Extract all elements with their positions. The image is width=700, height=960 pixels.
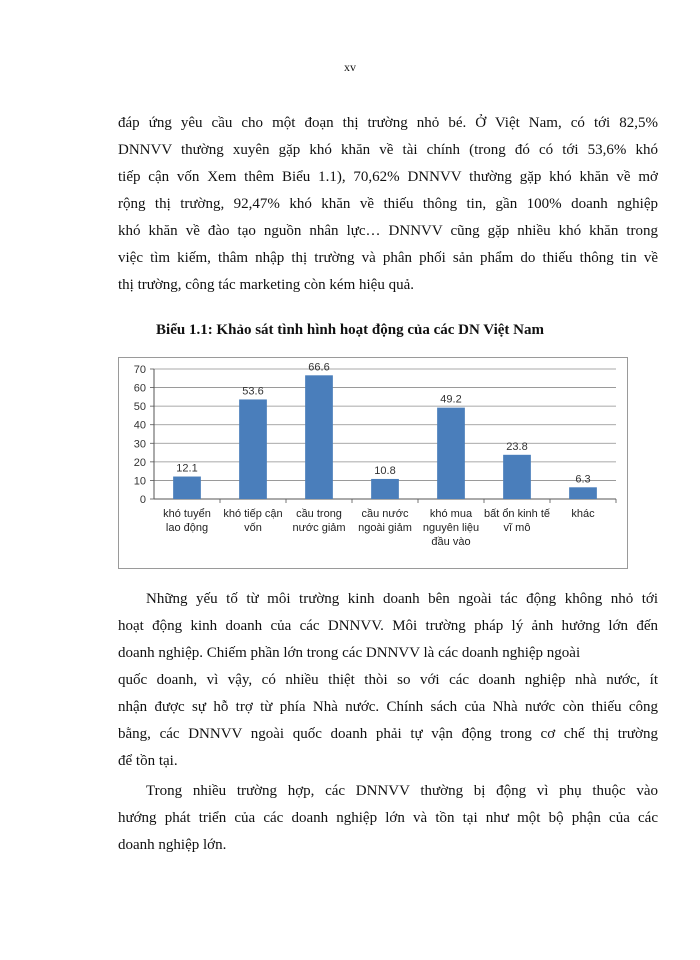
bar	[437, 408, 465, 499]
y-tick-label: 10	[133, 475, 146, 488]
data-label: 49.2	[440, 393, 462, 406]
bar	[239, 399, 267, 499]
paragraph-3-line: hướng phát triển của các doanh nghiệp lớn và tồn tại như một bộ phận của các	[118, 810, 658, 826]
paragraph-2-line: Những yếu tố từ môi trường kinh doanh bên ngoài tác động không nhỏ tới	[146, 591, 658, 607]
paragraph-3	[118, 778, 658, 859]
category-label: cầu trong nước giảm	[292, 508, 346, 534]
chart-caption: Biểu 1.1: Khảo sát tình hình hoạt động của các DN Việt Nam	[156, 322, 544, 338]
paragraph-1-line: việc tìm kiếm, thâm nhập thị trường và phân phối sản phẩm do thiếu thông tin về	[118, 250, 658, 266]
paragraph-1-line: đáp ứng yêu cầu cho một đoạn thị trường nhỏ bé. Ở Việt Nam, có tới 82,5%	[118, 115, 658, 131]
paragraph-2-line: bằng, các DNNVV ngoài quốc doanh phải tự vận động trong cơ chế thị trường	[118, 726, 658, 742]
bar-chart	[118, 357, 628, 569]
paragraph-1-line: rộng thị trường, 92,47% khó khăn về thiếu thông tin, gần 100% doanh nghiệp	[118, 196, 658, 212]
data-label: 53.6	[242, 385, 264, 398]
y-tick-label: 50	[133, 401, 146, 414]
category-label: khó mua nguyên liệu đầu vào	[422, 508, 480, 548]
y-tick-label: 70	[133, 364, 146, 376]
bar	[173, 477, 201, 499]
data-label: 66.6	[308, 361, 330, 374]
paragraph-2-line: để tồn tại.	[118, 753, 178, 769]
bar	[305, 375, 333, 499]
bar	[569, 487, 597, 499]
data-label: 23.8	[506, 440, 528, 453]
page-number: xv	[344, 60, 356, 74]
paragraph-1-line: khó khăn về đào tạo nguồn nhân lực… DNNVV cũng gặp nhiều khó khăn trong	[118, 223, 658, 239]
y-tick-label: 20	[133, 456, 146, 469]
paragraph-1	[118, 110, 658, 299]
paragraph-3-line: doanh nghiệp lớn.	[118, 837, 227, 853]
category-label: bất ổn kinh tế vĩ mô	[483, 508, 551, 534]
paragraph-2-line: doanh nghiệp. Chiếm phần lớn trong các DNNVV là các doanh nghiệp ngoài	[118, 645, 581, 661]
data-label: 12.1	[176, 462, 198, 475]
category-label: khác	[571, 508, 595, 520]
bar-chart-svg	[118, 357, 628, 569]
y-tick-label: 60	[133, 382, 146, 395]
paragraph-2-line: hoạt động kinh doanh của các DNNVV. Môi trường pháp lý ảnh hưởng lớn đến	[118, 618, 658, 634]
bar	[371, 479, 399, 499]
category-label: cầu nước ngoài giảm	[358, 508, 412, 534]
y-tick-label: 40	[133, 419, 146, 432]
paragraph-2-line: nhận được sự hỗ trợ từ phía Nhà nước. Chính sách của Nhà nước còn thiếu công	[118, 699, 658, 715]
paragraph-3-line: Trong nhiều trường hợp, các DNNVV thường bị động vì phụ thuộc vào	[146, 783, 658, 799]
data-label: 10.8	[374, 464, 396, 477]
paragraph-1-line: DNNVV thường xuyên gặp khó khăn về tài chính (trong đó có tới 53,6% khó	[118, 142, 658, 158]
category-label: khó tuyển lao động	[163, 508, 211, 534]
y-tick-label: 30	[133, 438, 146, 451]
bar	[503, 455, 531, 499]
paragraph-2	[118, 586, 658, 775]
paragraph-1-line: thị trường, công tác marketing còn kém hiệu quả.	[118, 277, 414, 293]
paragraph-1-line: tiếp cận vốn Xem thêm Biểu 1.1), 70,62% DNNVV thường gặp khó khăn về mở	[118, 169, 658, 185]
category-label: khó tiếp cận vốn	[223, 508, 283, 534]
data-label: 6.3	[575, 473, 591, 486]
paragraph-2-line: quốc doanh, vì vậy, có nhiều thiệt thòi so với các doanh nghiệp nhà nước, ít	[118, 672, 658, 688]
y-tick-label: 0	[139, 494, 146, 506]
